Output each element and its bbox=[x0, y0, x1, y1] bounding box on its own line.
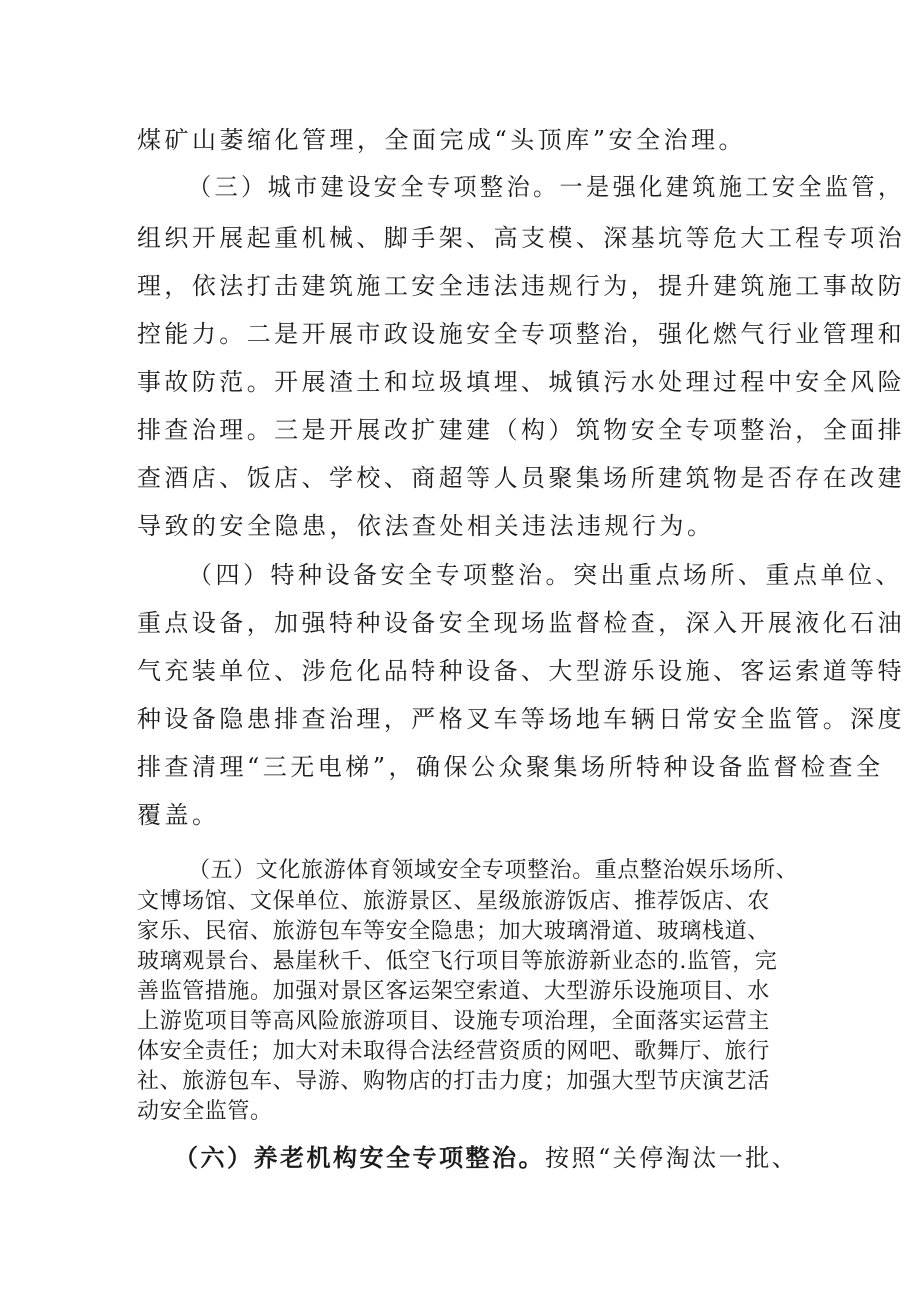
section-5-line: （五）文化旅游体育领域安全专项整治。重点整治娱乐场所、 bbox=[188, 858, 799, 883]
section-5-line: 上游览项目等高风险旅游项目、设施专项治理，全面落实运营主 bbox=[137, 1009, 770, 1034]
section-3-line: 查酒店、饭店、学校、商超等人员聚集场所建筑物是否存在改建 bbox=[137, 464, 905, 492]
section-5-line: 文博场馆、文保单位、旅游景区、星级旅游饭店、推荐饭店、农 bbox=[137, 889, 770, 914]
section-4-line: 种设备隐患排查治理，严格叉车等场地车辆日常安全监管。深度 bbox=[137, 705, 905, 733]
section-4-line: 覆盖。 bbox=[137, 801, 220, 829]
section-3-line: 组织开展起重机械、脚手架、高支模、深基坑等危大工程专项治 bbox=[137, 224, 905, 252]
section-4-line: 气充装单位、涉危化品特种设备、大型游乐设施、客运索道等特 bbox=[137, 657, 905, 685]
section-4-line: 排查清理“三无电梯”，确保公众聚集场所特种设备监督检查全 bbox=[137, 753, 884, 781]
section-5-line: 善监管措施。加强对景区客运架空索道、大型游乐设施项目、水 bbox=[137, 979, 770, 1004]
section-3-line: （三）城市建设安全专项整治。一是强化建筑施工安全监管， bbox=[188, 173, 905, 201]
section-6-line bbox=[174, 1138, 798, 1173]
section-3-line: 导致的安全隐患，依法查处相关违法违规行为。 bbox=[137, 512, 715, 540]
section-3-line: 控能力。二是开展市政设施安全专项整治，强化燃气行业管理和 bbox=[137, 320, 905, 348]
section-5-line: 社、旅游包车、导游、购物店的打击力度；加强大型节庆演艺活 bbox=[137, 1069, 770, 1094]
section-5-line: 体安全责任；加大对未取得合法经营资质的网吧、歌舞厅、旅行 bbox=[137, 1039, 770, 1064]
section-4-line: （四）特种设备安全专项整治。突出重点场所、重点单位、 bbox=[188, 561, 903, 589]
section-3-line: 事故防范。开展渣土和垃圾填埋、城镇污水处理过程中安全风险 bbox=[137, 368, 905, 396]
section-5-line: 玻璃观景台、悬崖秋千、低空飞行项目等旅游新业态的.监管，完 bbox=[137, 949, 778, 974]
section-4-line: 重点设备，加强特种设备安全现场监督检查，深入开展液化石油 bbox=[137, 609, 905, 637]
section-5-line: 家乐、民宿、旅游包车等安全隐患；加大玻璃滑道、玻璃栈道、 bbox=[137, 919, 770, 944]
section-3-line: 理，依法打击建筑施工安全违法违规行为，提升建筑施工事故防 bbox=[137, 272, 905, 300]
section-6-heading: （六）养老机构安全专项整治。 bbox=[174, 1143, 545, 1172]
section-3-line: 排查治理。三是开展改扩建建（构）筑物安全专项整治，全面排 bbox=[137, 416, 905, 444]
section-5-line: 动安全监管。 bbox=[137, 1099, 273, 1124]
section-6-text: 按照“关停淘汰一批、 bbox=[545, 1144, 799, 1172]
paragraph-line: 煤矿山萎缩化管理，全面完成“头顶库”安全治理。 bbox=[137, 126, 747, 154]
